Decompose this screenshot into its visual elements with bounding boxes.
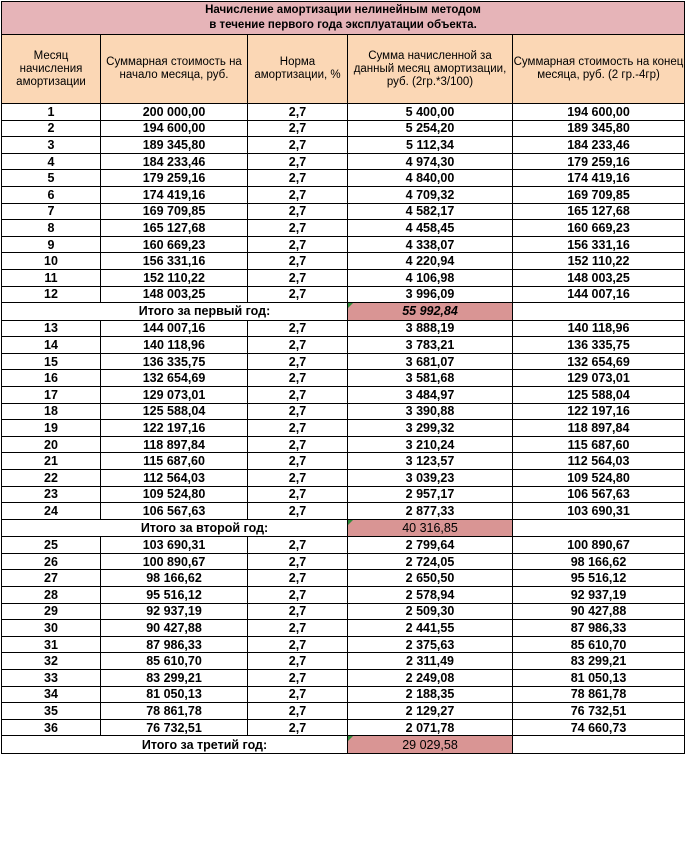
cell-end-value[interactable]: 160 669,23 — [513, 220, 685, 237]
table-row — [2, 553, 685, 570]
header-month[interactable]: Месяц начисления амортизации — [2, 35, 101, 104]
cell-accrued[interactable]: 4 458,45 — [348, 220, 513, 237]
cell-end-value[interactable]: 112 564,03 — [513, 453, 685, 470]
cell-rate[interactable]: 2,7 — [248, 636, 348, 653]
cell-start-value[interactable]: 140 118,96 — [101, 337, 248, 354]
cell-start-value[interactable]: 200 000,00 — [101, 104, 248, 121]
cell-end-value[interactable]: 174 419,16 — [513, 170, 685, 187]
cell-end-value[interactable]: 144 007,16 — [513, 286, 685, 303]
cell-end-value[interactable]: 95 516,12 — [513, 570, 685, 587]
cell-rate[interactable]: 2,7 — [248, 186, 348, 203]
cell-month[interactable]: 15 — [2, 353, 101, 370]
cell-start-value[interactable]: 76 732,51 — [101, 719, 248, 736]
cell-start-value[interactable]: 83 299,21 — [101, 670, 248, 687]
year-total-label[interactable]: Итого за первый год: — [2, 303, 348, 321]
cell-end-value[interactable]: 132 654,69 — [513, 353, 685, 370]
cell-month[interactable]: 17 — [2, 387, 101, 404]
cell-start-value[interactable]: 136 335,75 — [101, 353, 248, 370]
cell-rate[interactable]: 2,7 — [248, 486, 348, 503]
cell-accrued[interactable]: 5 112,34 — [348, 137, 513, 154]
cell-end-value[interactable]: 140 118,96 — [513, 320, 685, 337]
cell-month[interactable]: 7 — [2, 203, 101, 220]
cell-start-value[interactable]: 169 709,85 — [101, 203, 248, 220]
cell-end-value[interactable]: 125 588,04 — [513, 387, 685, 404]
cell-start-value[interactable]: 109 524,80 — [101, 486, 248, 503]
year-total-row — [2, 736, 685, 754]
cell-month[interactable]: 5 — [2, 170, 101, 187]
cell-end-value[interactable]: 184 233,46 — [513, 137, 685, 154]
depreciation-table — [1, 1, 685, 754]
cell-accrued[interactable]: 2 441,55 — [348, 620, 513, 637]
cell-end-value[interactable]: 115 687,60 — [513, 436, 685, 453]
cell-month[interactable]: 8 — [2, 220, 101, 237]
cell-accrued[interactable]: 4 338,07 — [348, 236, 513, 253]
table-row — [2, 370, 685, 387]
cell-rate[interactable]: 2,7 — [248, 653, 348, 670]
cell-rate[interactable]: 2,7 — [248, 104, 348, 121]
cell-end-value[interactable]: 179 259,16 — [513, 153, 685, 170]
header-rate[interactable]: Норма амортизации, % — [248, 35, 348, 104]
table-row — [2, 503, 685, 520]
cell-start-value[interactable]: 165 127,68 — [101, 220, 248, 237]
table-row — [2, 320, 685, 337]
cell-accrued[interactable]: 2 249,08 — [348, 670, 513, 687]
cell-end-value[interactable]: 78 861,78 — [513, 686, 685, 703]
table-row — [2, 420, 685, 437]
cell-rate[interactable]: 2,7 — [248, 137, 348, 154]
table-row — [2, 653, 685, 670]
header-end-value[interactable]: Суммарная стоимость на конец месяца, руб. (2 гр.-4гр) — [513, 35, 685, 104]
cell-rate[interactable]: 2,7 — [248, 370, 348, 387]
table-title-line1: Начисление амортизации нелинейным методом — [205, 4, 481, 16]
cell-month[interactable]: 19 — [2, 420, 101, 437]
cell-accrued[interactable]: 4 220,94 — [348, 253, 513, 270]
cell-month[interactable]: 9 — [2, 236, 101, 253]
cell-rate[interactable]: 2,7 — [248, 170, 348, 187]
year-total-row — [2, 519, 685, 537]
cell-rate[interactable]: 2,7 — [248, 603, 348, 620]
table-row — [2, 703, 685, 720]
cell-start-value[interactable]: 194 600,00 — [101, 120, 248, 137]
cell-rate[interactable]: 2,7 — [248, 387, 348, 404]
cell-month[interactable]: 31 — [2, 636, 101, 653]
cell-accrued[interactable]: 3 888,19 — [348, 320, 513, 337]
table-row — [2, 186, 685, 203]
cell-start-value[interactable]: 81 050,13 — [101, 686, 248, 703]
cell-accrued[interactable]: 3 581,68 — [348, 370, 513, 387]
table-row — [2, 436, 685, 453]
cell-end-value[interactable]: 85 610,70 — [513, 636, 685, 653]
cell-end-value[interactable]: 92 937,19 — [513, 587, 685, 604]
cell-end-value[interactable]: 90 427,88 — [513, 603, 685, 620]
table-row — [2, 587, 685, 604]
cell-rate[interactable]: 2,7 — [248, 153, 348, 170]
cell-rate[interactable]: 2,7 — [248, 719, 348, 736]
cell-month[interactable]: 25 — [2, 537, 101, 554]
cell-accrued[interactable]: 5 400,00 — [348, 104, 513, 121]
empty-cell[interactable] — [513, 303, 685, 321]
cell-end-value[interactable]: 81 050,13 — [513, 670, 685, 687]
cell-end-value[interactable]: 136 335,75 — [513, 337, 685, 354]
cell-start-value[interactable]: 129 073,01 — [101, 387, 248, 404]
cell-accrued[interactable]: 2 375,63 — [348, 636, 513, 653]
cell-start-value[interactable]: 179 259,16 — [101, 170, 248, 187]
cell-start-value[interactable]: 152 110,22 — [101, 269, 248, 286]
table-row — [2, 220, 685, 237]
cell-rate[interactable]: 2,7 — [248, 587, 348, 604]
table-row — [2, 120, 685, 137]
cell-month[interactable]: 13 — [2, 320, 101, 337]
cell-rate[interactable]: 2,7 — [248, 286, 348, 303]
year-total-value[interactable]: 29 029,58 — [348, 736, 513, 754]
cell-end-value[interactable]: 83 299,21 — [513, 653, 685, 670]
empty-cell[interactable] — [513, 519, 685, 537]
cell-end-value[interactable]: 87 986,33 — [513, 620, 685, 637]
table-body — [2, 104, 685, 754]
cell-start-value[interactable]: 100 890,67 — [101, 553, 248, 570]
cell-rate[interactable]: 2,7 — [248, 420, 348, 437]
cell-end-value[interactable]: 165 127,68 — [513, 203, 685, 220]
cell-start-value[interactable]: 90 427,88 — [101, 620, 248, 637]
cell-rate[interactable]: 2,7 — [248, 320, 348, 337]
cell-accrued[interactable]: 4 106,98 — [348, 269, 513, 286]
table-row — [2, 170, 685, 187]
table-row — [2, 670, 685, 687]
cell-start-value[interactable]: 118 897,84 — [101, 436, 248, 453]
cell-month[interactable]: 30 — [2, 620, 101, 637]
cell-accrued[interactable]: 2 877,33 — [348, 503, 513, 520]
cell-rate[interactable]: 2,7 — [248, 686, 348, 703]
cell-rate[interactable]: 2,7 — [248, 436, 348, 453]
cell-start-value[interactable]: 87 986,33 — [101, 636, 248, 653]
cell-start-value[interactable]: 98 166,62 — [101, 570, 248, 587]
cell-rate[interactable]: 2,7 — [248, 269, 348, 286]
cell-end-value[interactable]: 98 166,62 — [513, 553, 685, 570]
cell-start-value[interactable]: 112 564,03 — [101, 469, 248, 486]
cell-accrued[interactable]: 2 578,94 — [348, 587, 513, 604]
cell-rate[interactable]: 2,7 — [248, 236, 348, 253]
table-row — [2, 603, 685, 620]
cell-end-value[interactable]: 156 331,16 — [513, 236, 685, 253]
cell-month[interactable]: 18 — [2, 403, 101, 420]
cell-accrued[interactable]: 4 840,00 — [348, 170, 513, 187]
cell-accrued[interactable]: 2 188,35 — [348, 686, 513, 703]
cell-end-value[interactable]: 194 600,00 — [513, 104, 685, 121]
cell-accrued[interactable]: 3 390,88 — [348, 403, 513, 420]
cell-accrued[interactable]: 5 254,20 — [348, 120, 513, 137]
table-row — [2, 636, 685, 653]
column-header-row — [2, 35, 685, 104]
cell-start-value[interactable]: 144 007,16 — [101, 320, 248, 337]
cell-accrued[interactable]: 4 974,30 — [348, 153, 513, 170]
cell-rate[interactable]: 2,7 — [248, 469, 348, 486]
cell-start-value[interactable]: 122 197,16 — [101, 420, 248, 437]
cell-rate[interactable]: 2,7 — [248, 503, 348, 520]
cell-month[interactable]: 16 — [2, 370, 101, 387]
table-title-line2: в течение первого года эксплуатации объекта. — [209, 19, 477, 31]
cell-accrued[interactable]: 3 299,32 — [348, 420, 513, 437]
cell-accrued[interactable]: 3 484,97 — [348, 387, 513, 404]
cell-month[interactable]: 27 — [2, 570, 101, 587]
table-title-cell[interactable] — [2, 2, 685, 35]
table-row — [2, 570, 685, 587]
cell-start-value[interactable]: 95 516,12 — [101, 587, 248, 604]
cell-accrued[interactable]: 4 709,32 — [348, 186, 513, 203]
table-row — [2, 620, 685, 637]
cell-end-value[interactable]: 76 732,51 — [513, 703, 685, 720]
cell-start-value[interactable]: 85 610,70 — [101, 653, 248, 670]
cell-month[interactable]: 22 — [2, 469, 101, 486]
cell-month[interactable]: 33 — [2, 670, 101, 687]
cell-rate[interactable]: 2,7 — [248, 537, 348, 554]
table-row — [2, 353, 685, 370]
cell-rate[interactable]: 2,7 — [248, 403, 348, 420]
table-row — [2, 203, 685, 220]
cell-rate[interactable]: 2,7 — [248, 253, 348, 270]
cell-end-value[interactable]: 103 690,31 — [513, 503, 685, 520]
table-row — [2, 719, 685, 736]
cell-month[interactable]: 12 — [2, 286, 101, 303]
cell-month[interactable]: 23 — [2, 486, 101, 503]
cell-start-value[interactable]: 174 419,16 — [101, 186, 248, 203]
cell-month[interactable]: 4 — [2, 153, 101, 170]
year-total-label[interactable]: Итого за третий год: — [2, 736, 348, 754]
cell-accrued[interactable]: 2 311,49 — [348, 653, 513, 670]
cell-rate[interactable]: 2,7 — [248, 620, 348, 637]
table-row — [2, 469, 685, 486]
cell-start-value[interactable]: 78 861,78 — [101, 703, 248, 720]
cell-rate[interactable]: 2,7 — [248, 553, 348, 570]
cell-accrued[interactable]: 3 996,09 — [348, 286, 513, 303]
cell-accrued[interactable]: 2 650,50 — [348, 570, 513, 587]
cell-month[interactable]: 2 — [2, 120, 101, 137]
cell-end-value[interactable]: 74 660,73 — [513, 719, 685, 736]
cell-month[interactable]: 35 — [2, 703, 101, 720]
table-row — [2, 486, 685, 503]
cell-month[interactable]: 21 — [2, 453, 101, 470]
cell-month[interactable]: 34 — [2, 686, 101, 703]
cell-accrued[interactable]: 3 039,23 — [348, 469, 513, 486]
cell-month[interactable]: 6 — [2, 186, 101, 203]
cell-accrued[interactable]: 3 123,57 — [348, 453, 513, 470]
cell-start-value[interactable]: 184 233,46 — [101, 153, 248, 170]
cell-accrued[interactable]: 3 210,24 — [348, 436, 513, 453]
table-title-row — [2, 2, 685, 35]
cell-rate[interactable]: 2,7 — [248, 120, 348, 137]
cell-month[interactable]: 14 — [2, 337, 101, 354]
table-row — [2, 686, 685, 703]
table-row — [2, 403, 685, 420]
cell-accrued[interactable]: 2 071,78 — [348, 719, 513, 736]
cell-month[interactable]: 29 — [2, 603, 101, 620]
cell-rate[interactable]: 2,7 — [248, 220, 348, 237]
table-row — [2, 253, 685, 270]
year-total-value[interactable]: 55 992,84 — [348, 303, 513, 321]
cell-accrued[interactable]: 2 509,30 — [348, 603, 513, 620]
cell-end-value[interactable]: 100 890,67 — [513, 537, 685, 554]
table-row — [2, 337, 685, 354]
cell-accrued[interactable]: 3 783,21 — [348, 337, 513, 354]
year-total-row — [2, 303, 685, 321]
cell-accrued[interactable]: 2 724,05 — [348, 553, 513, 570]
cell-rate[interactable]: 2,7 — [248, 353, 348, 370]
cell-month[interactable]: 3 — [2, 137, 101, 154]
year-total-value[interactable]: 40 316,85 — [348, 519, 513, 537]
table-row — [2, 387, 685, 404]
cell-month[interactable]: 20 — [2, 436, 101, 453]
cell-end-value[interactable]: 148 003,25 — [513, 269, 685, 286]
empty-cell[interactable] — [513, 736, 685, 754]
table-row — [2, 137, 685, 154]
cell-start-value[interactable]: 103 690,31 — [101, 537, 248, 554]
table-row — [2, 236, 685, 253]
cell-start-value[interactable]: 148 003,25 — [101, 286, 248, 303]
spreadsheet — [1, 1, 684, 754]
cell-accrued[interactable]: 4 582,17 — [348, 203, 513, 220]
cell-start-value[interactable]: 92 937,19 — [101, 603, 248, 620]
table-row — [2, 269, 685, 286]
cell-month[interactable]: 1 — [2, 104, 101, 121]
cell-rate[interactable]: 2,7 — [248, 337, 348, 354]
cell-accrued[interactable]: 3 681,07 — [348, 353, 513, 370]
cell-end-value[interactable]: 189 345,80 — [513, 120, 685, 137]
cell-start-value[interactable]: 160 669,23 — [101, 236, 248, 253]
table-row — [2, 153, 685, 170]
header-accrued[interactable]: Сумма начисленной за данный месяц амортизации, руб. (2гр.*3/100) — [348, 35, 513, 104]
cell-start-value[interactable]: 106 567,63 — [101, 503, 248, 520]
cell-rate[interactable]: 2,7 — [248, 203, 348, 220]
cell-accrued[interactable]: 2 129,27 — [348, 703, 513, 720]
table-row — [2, 286, 685, 303]
header-start-value[interactable]: Суммарная стоимость на начало месяца, руб. — [101, 35, 248, 104]
cell-month[interactable]: 28 — [2, 587, 101, 604]
cell-month[interactable]: 36 — [2, 719, 101, 736]
table-row — [2, 537, 685, 554]
cell-start-value[interactable]: 132 654,69 — [101, 370, 248, 387]
cell-end-value[interactable]: 129 073,01 — [513, 370, 685, 387]
cell-accrued[interactable]: 2 957,17 — [348, 486, 513, 503]
table-row — [2, 453, 685, 470]
cell-month[interactable]: 10 — [2, 253, 101, 270]
cell-rate[interactable]: 2,7 — [248, 703, 348, 720]
cell-start-value[interactable]: 115 687,60 — [101, 453, 248, 470]
cell-start-value[interactable]: 156 331,16 — [101, 253, 248, 270]
cell-month[interactable]: 24 — [2, 503, 101, 520]
cell-start-value[interactable]: 189 345,80 — [101, 137, 248, 154]
cell-rate[interactable]: 2,7 — [248, 453, 348, 470]
cell-accrued[interactable]: 2 799,64 — [348, 537, 513, 554]
cell-end-value[interactable]: 152 110,22 — [513, 253, 685, 270]
cell-month[interactable]: 32 — [2, 653, 101, 670]
cell-rate[interactable]: 2,7 — [248, 670, 348, 687]
table-row — [2, 104, 685, 121]
cell-end-value[interactable]: 169 709,85 — [513, 186, 685, 203]
year-total-label[interactable]: Итого за второй год: — [2, 519, 348, 537]
cell-end-value[interactable]: 109 524,80 — [513, 469, 685, 486]
cell-end-value[interactable]: 122 197,16 — [513, 403, 685, 420]
cell-start-value[interactable]: 125 588,04 — [101, 403, 248, 420]
cell-end-value[interactable]: 106 567,63 — [513, 486, 685, 503]
cell-end-value[interactable]: 118 897,84 — [513, 420, 685, 437]
cell-month[interactable]: 11 — [2, 269, 101, 286]
cell-rate[interactable]: 2,7 — [248, 570, 348, 587]
cell-month[interactable]: 26 — [2, 553, 101, 570]
